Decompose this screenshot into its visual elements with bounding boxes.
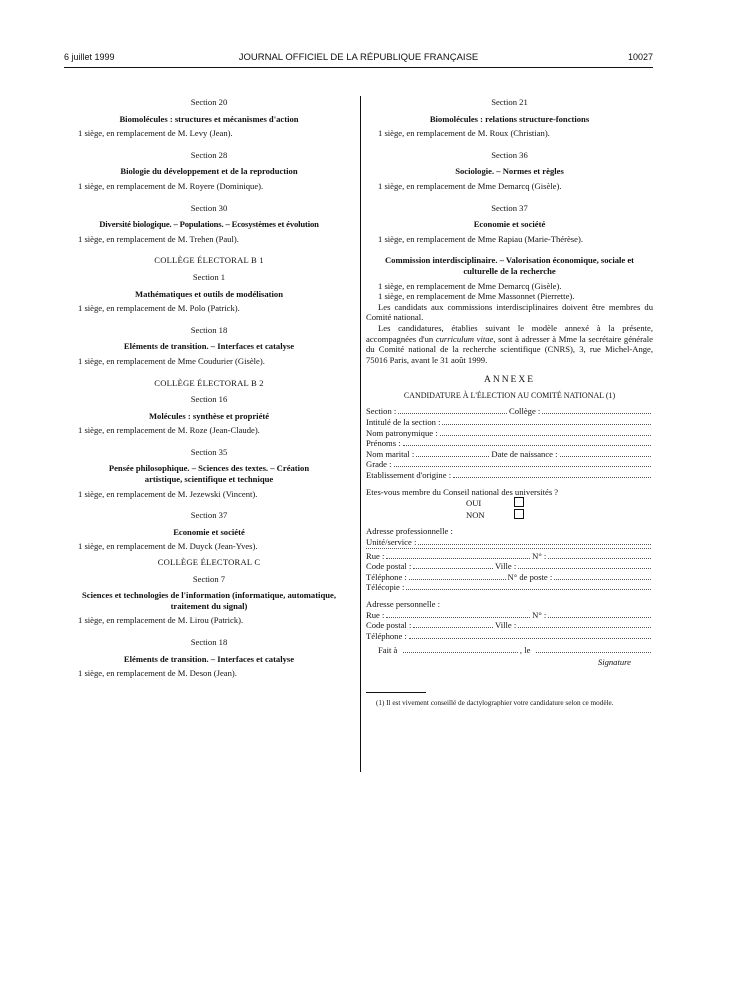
curriculum-vitae-term: curriculum vitae	[435, 333, 494, 344]
section-heading: Section 28	[190, 149, 228, 160]
seat-line: 1 siège, en remplacement de M. Royere (Dominique).	[78, 180, 264, 191]
rue-pro-field[interactable]	[386, 558, 530, 559]
seat-line: 1 siège, en remplacement de M. Polo (Patrick).	[78, 303, 240, 314]
section-topic: Molécules : synthèse et propriété	[148, 410, 270, 421]
seat-line: 1 siège, en remplacement de M. Lirou (Patrick).	[78, 615, 244, 626]
seat-line: 1 siège, en remplacement de Mme Demarcq (Gisèle).	[378, 280, 562, 291]
etablissement-field[interactable]	[453, 477, 651, 478]
section-heading: Section 18	[190, 324, 228, 335]
form-row-etablissement: Etablissement d'origine :	[366, 470, 653, 481]
code-postal-perso-field[interactable]	[413, 627, 493, 628]
section-topic: Economie et société	[173, 526, 245, 537]
section-topic: Biomolécules : structures et mécanismes d'action	[119, 113, 299, 124]
footnote: (1) Il est vivement conseillé de dactylographier votre candidature selon ce modèle.	[376, 698, 614, 707]
telephone-pro-field[interactable]	[409, 579, 506, 580]
cnu-question: Etes-vous membre du Conseil national des universités ?	[366, 486, 559, 497]
college-heading: COLLÈGE ÉLECTORAL B 2	[154, 377, 264, 388]
ville-pro-field[interactable]	[518, 568, 651, 569]
right-column	[366, 97, 653, 707]
intitule-field[interactable]	[442, 424, 651, 425]
adresse-perso-heading: Adresse personnelle :	[366, 598, 440, 609]
form-row-unite: Unité/service :	[366, 537, 653, 548]
left-column	[66, 97, 352, 690]
section-heading: Section 35	[190, 446, 228, 457]
form-row-prenoms: Prénoms :	[366, 438, 653, 449]
poste-field[interactable]	[554, 579, 651, 580]
footnote-rule	[366, 692, 426, 693]
form-row-rue-pro: Rue : N° :	[366, 551, 653, 562]
seat-line: 1 siège, en remplacement de M. Levy (Jean).	[78, 128, 233, 139]
college-field[interactable]	[542, 413, 651, 414]
date-field[interactable]	[536, 652, 651, 653]
numero-pro-field[interactable]	[548, 558, 651, 559]
telephone-perso-field[interactable]	[409, 638, 651, 639]
college-heading: COLLÈGE ÉLECTORAL C	[157, 557, 261, 568]
section-heading: Section 7	[192, 573, 226, 584]
header-date: 6 juillet 1999	[64, 52, 115, 62]
form-row-nom-marital: Nom marital : Date de naissance :	[366, 449, 653, 460]
oui-option: OUI	[366, 497, 653, 509]
prenoms-field[interactable]	[403, 445, 651, 446]
submission-instructions: Les candidatures, établies suivant le modèle annexé à la présente, accompagnées d'un curriculum vitae, sont à adresser à Mme la secrétaire générale du Comité national de la recherche scientifique (CNRS), 3, rue Michel-Ange, 75016 Paris, avant le 31 août 1999.	[366, 322, 653, 365]
seat-line: 1 siège, en remplacement de M. Roux (Christian).	[378, 128, 550, 139]
form-title: CANDIDATURE À L'ÉLECTION AU COMITÉ NATIONAL (1)	[403, 390, 616, 400]
date-naissance-field[interactable]	[560, 456, 651, 457]
signature-label: Signature	[597, 656, 631, 667]
form-row-ville-pro: Code postal : Ville :	[366, 561, 653, 572]
section-topic: Eléments de transition. – Interfaces et catalyse	[123, 341, 295, 352]
fait-a-field[interactable]	[403, 652, 518, 653]
seat-line: 1 siège, en remplacement de M. Jezewski (Vincent).	[78, 488, 258, 499]
nom-marital-field[interactable]	[416, 456, 489, 457]
header-page-number: 10027	[627, 52, 653, 62]
numero-perso-field[interactable]	[548, 617, 651, 618]
telecopie-field[interactable]	[406, 589, 651, 590]
adresse-pro-heading: Adresse professionnelle :	[366, 526, 453, 537]
section-heading: Section 36	[491, 149, 528, 160]
section-heading: Section 16	[190, 394, 228, 405]
unite-field[interactable]	[418, 544, 651, 545]
seat-line: 1 siège, en remplacement de M. Duyck (Jean-Yves).	[78, 541, 258, 552]
code-postal-pro-field[interactable]	[413, 568, 493, 569]
section-heading: Section 21	[491, 97, 528, 107]
non-checkbox[interactable]	[514, 509, 524, 519]
section-topic: Sociologie. – Normes et règles	[455, 166, 564, 177]
form-row-telephone-perso: Téléphone :	[366, 631, 653, 642]
header-title: JOURNAL OFFICIEL DE LA RÉPUBLIQUE FRANÇAISE	[238, 52, 479, 63]
section-topic: Diversité biologique. – Populations. – Ecosystèmes et évolution	[99, 219, 319, 230]
section-topic: Economie et société	[473, 219, 546, 230]
grade-field[interactable]	[394, 466, 651, 467]
section-topic: Sciences et technologies de l'information (informatique, automatique, traitement du signal)	[82, 590, 336, 611]
header-rule	[64, 67, 653, 68]
seat-line: 1 siège, en remplacement de Mme Demarcq (Gisèle).	[378, 180, 562, 191]
seat-line: 1 siège, en remplacement de Mme Rapiau (Marie-Thérèse).	[378, 233, 583, 244]
unite-field-continued[interactable]	[366, 548, 651, 549]
section-heading: Section 37	[491, 202, 528, 213]
section-topic: Biomolécules : relations structure-fonctions	[429, 113, 590, 124]
seat-line: 1 siège, en remplacement de Mme Massonnet (Pierrette).	[378, 291, 575, 302]
section-heading: Section 20	[190, 97, 228, 107]
form-row-intitule: Intitulé de la section :	[366, 417, 653, 428]
annexe-heading: ANNEXE	[483, 375, 536, 386]
form-row-section: Section : Collège :	[366, 406, 653, 417]
section-topic: Eléments de transition. – Interfaces et catalyse	[123, 653, 295, 664]
form-row-telecopie: Télécopie :	[366, 582, 653, 593]
form-row-telephone-pro: Téléphone : N° de poste :	[366, 572, 653, 583]
section-heading: Section 37	[190, 510, 228, 521]
form-row-fait-a: Fait à , le	[366, 645, 653, 656]
seat-line: 1 siège, en remplacement de Mme Coudurier (Gisèle).	[78, 355, 265, 366]
column-divider	[360, 96, 361, 772]
section-topic: Pensée philosophique. – Sciences des textes. – Création artistique, scientifique et technique	[108, 463, 310, 485]
seat-line: 1 siège, en remplacement de M. Roze (Jean-Claude).	[78, 425, 260, 436]
seat-line: 1 siège, en remplacement de M. Deson (Jean).	[78, 668, 237, 679]
form-row-grade: Grade :	[366, 459, 653, 470]
section-topic: Biologie du développement et de la reproduction	[120, 166, 298, 177]
section-field[interactable]	[398, 413, 507, 414]
non-option: NON	[366, 509, 653, 521]
section-heading: Section 18	[190, 637, 228, 647]
ville-perso-field[interactable]	[518, 627, 651, 628]
section-heading: Section 1	[192, 271, 226, 282]
form-row-rue-perso: Rue : N° :	[366, 610, 653, 621]
college-heading: COLLÈGE ÉLECTORAL B 1	[154, 255, 264, 266]
oui-checkbox[interactable]	[514, 497, 524, 507]
page-header	[64, 52, 653, 66]
commission-note: Les candidats aux commissions interdisciplinaires doivent être membres du Comité national.	[366, 301, 653, 323]
section-heading: Section 30	[190, 202, 228, 213]
form-row-ville-perso: Code postal : Ville :	[366, 620, 653, 631]
rue-perso-field[interactable]	[386, 617, 530, 618]
nom-patronymique-field[interactable]	[440, 435, 651, 436]
seat-line: 1 siège, en remplacement de M. Trehen (Paul).	[78, 233, 239, 244]
form-row-nom-patronymique: Nom patronymique :	[366, 428, 653, 439]
commission-topic: Commission interdisciplinaire. – Valorisation économique, sociale et culturelle de la recherche	[384, 255, 635, 276]
section-topic: Mathématiques et outils de modélisation	[135, 288, 283, 299]
